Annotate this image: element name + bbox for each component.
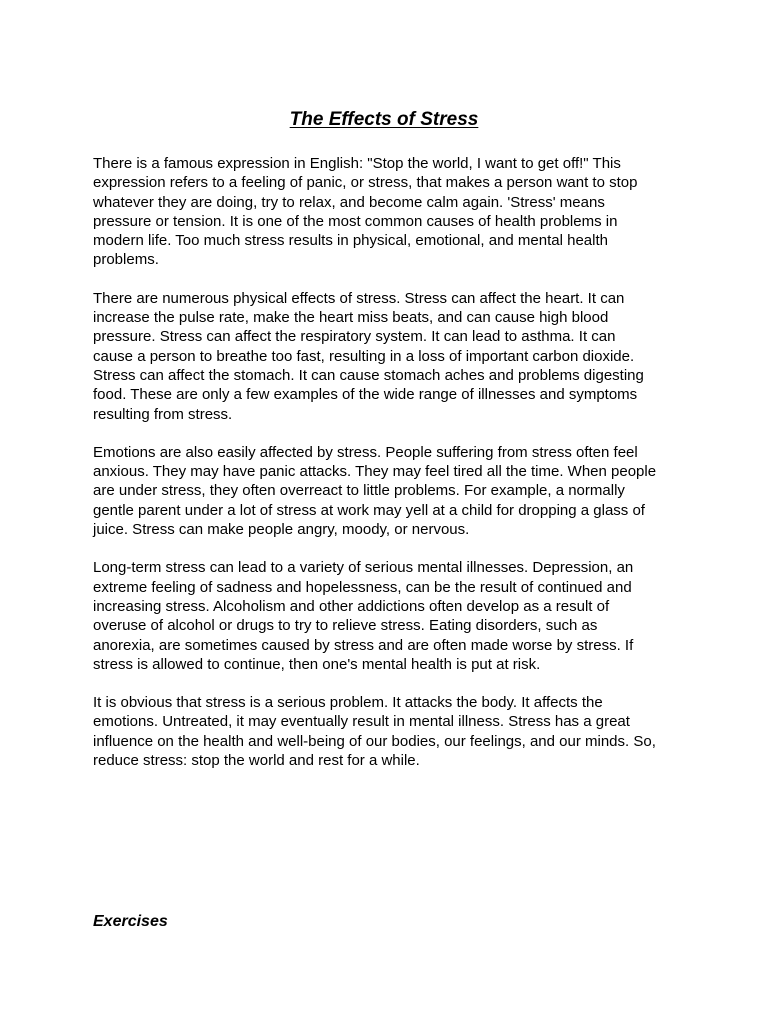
paragraph-line: extreme feeling of sadness and hopelessness, can be the result of continued and (93, 578, 632, 596)
paragraph-line: Emotions are also easily affected by stress. People suffering from stress often feel (93, 443, 638, 461)
paragraph (93, 558, 693, 674)
paragraph-line: are under stress, they often overreact to little problems. For example, a normally (93, 482, 625, 500)
paragraph-line: emotions. Untreated, it may eventually result in mental illness. Stress has a great (93, 713, 630, 731)
paragraph-line: There are numerous physical effects of stress. Stress can affect the heart. It can (93, 289, 625, 307)
paragraph-line: resulting from stress. (93, 405, 233, 423)
paragraph-line: modern life. Too much stress results in physical, emotional, and mental health (93, 232, 608, 250)
paragraph-line: food. These are only a few examples of the wide range of illnesses and symptoms (93, 386, 638, 404)
document-title: The Effects of Stress (289, 109, 479, 130)
paragraph-line: overuse of alcohol or drugs to try to relieve stress. Eating disorders, such as (93, 617, 598, 635)
paragraph-line: increasing stress. Alcoholism and other addictions often develop as a result of (93, 597, 610, 615)
paragraph-line: anxious. They may have panic attacks. They may feel tired all the time. When people (93, 463, 657, 481)
paragraph-line: gentle parent under a lot of stress at work may yell at a child for dropping a glass of (93, 501, 645, 519)
paragraph-line: reduce stress: stop the world and rest for a while. (93, 752, 420, 770)
paragraph-line: influence on the health and well-being of our bodies, our feelings, and our minds. So, (93, 732, 656, 750)
paragraph (93, 154, 693, 270)
paragraph-line: problems. (93, 251, 159, 269)
paragraph-line: Long-term stress can lead to a variety of serious mental illnesses. Depression, an (93, 559, 634, 577)
paragraph (93, 289, 693, 424)
paragraph-line: stress is allowed to continue, then one's mental health is put at risk. (93, 655, 541, 673)
paragraph (93, 693, 693, 770)
paragraph-line: Stress can affect the stomach. It can cause stomach aches and problems digesting (93, 366, 644, 384)
paragraph (93, 443, 693, 539)
paragraph-line: cause a person to breathe too fast, resulting in a loss of important carbon dioxide. (93, 347, 635, 365)
paragraph-line: pressure or tension. It is one of the most common causes of health problems in (93, 212, 618, 230)
paragraph-line: It is obvious that stress is a serious problem. It attacks the body. It affects the (93, 694, 603, 712)
paragraph-line: anorexia, are sometimes caused by stress and are often made worse by stress. If (93, 636, 634, 654)
paragraph-line: pressure. Stress can affect the respiratory system. It can lead to asthma. It can (93, 328, 616, 346)
paragraph-line: whatever they are doing, try to relax, and become calm again. 'Stress' means (93, 193, 605, 211)
exercises-heading: Exercises (93, 913, 168, 930)
paragraph-line: juice. Stress can make people angry, moody, or nervous. (93, 521, 470, 539)
paragraph-line: expression refers to a feeling of panic, or stress, that makes a person want to stop (93, 174, 638, 192)
document-body (93, 154, 693, 789)
paragraph-line: increase the pulse rate, make the heart miss beats, and can cause high blood (93, 309, 609, 327)
paragraph-line: There is a famous expression in English: "Stop the world, I want to get off!" This (93, 155, 621, 172)
